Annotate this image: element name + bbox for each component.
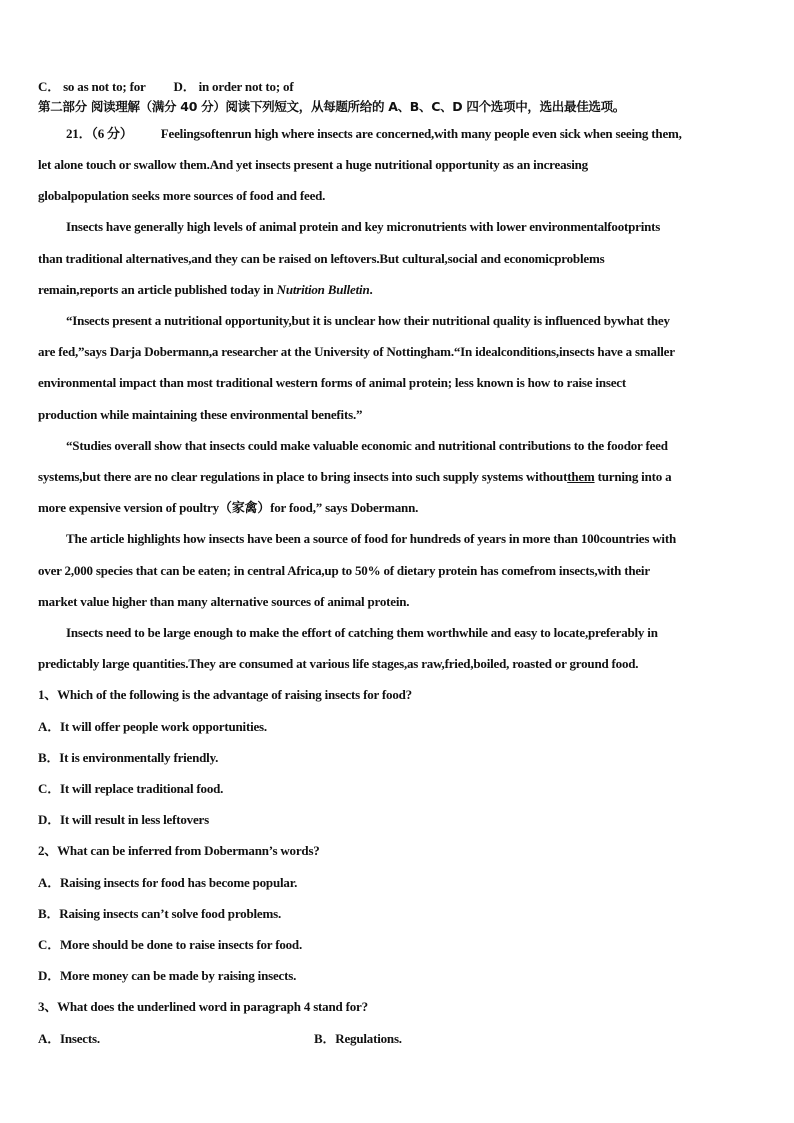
answer-option[interactable]: A．It will offer people work opportunities. xyxy=(38,719,267,734)
option-d-text: in order not to; of xyxy=(198,79,294,94)
answer-option[interactable]: A．Insects. xyxy=(38,1031,100,1046)
passage-line: “Studies overall show that insects could make valuable economic and nutritional contributions to the foodor feed xyxy=(66,438,668,453)
passage-line: “Insects present a nutritional opportunity,but it is unclear how their nutritional quality is influenced bywhat they xyxy=(66,313,670,328)
passage-line: The article highlights how insects have been a source of food for hundreds of years in more than 100countries with xyxy=(66,531,676,546)
passage-text: remain,reports an article published today in xyxy=(38,282,277,297)
question-stem: 3、What does the underlined word in paragraph 4 stand for? xyxy=(38,999,368,1014)
section-header: 第二部分 阅读理解（满分 40 分）阅读下列短文，从每题所给的 A、B、C、D 四个选项中，选出最佳选项。 xyxy=(38,99,626,114)
passage-text: Feelingsoftenrun high where insects are concerned,with many people even sick when seeing them, xyxy=(160,126,682,141)
passage-line xyxy=(38,469,671,485)
passage-text: systems,but there are no clear regulations in place to bring insects into such supply systems without xyxy=(38,469,568,484)
answer-option[interactable]: D．More money can be made by raising insects. xyxy=(38,968,297,983)
previous-question-options xyxy=(38,79,293,95)
passage-line: than traditional alternatives,and they can be raised on leftovers.But cultural,social and economicproblems xyxy=(38,251,605,266)
answer-option[interactable]: D．It will result in less leftovers xyxy=(38,812,209,827)
passage-line: Insects have generally high levels of animal protein and key micronutrients with lower environmentalfootprints xyxy=(66,219,661,234)
passage-line: predictably large quantities.They are consumed at various life stages,as raw,fried,boiled, roasted or ground food. xyxy=(38,656,639,671)
passage-line: over 2,000 species that can be eaten; in central Africa,up to 50% of dietary protein has comefrom insects,with their xyxy=(38,563,650,578)
answer-option[interactable]: B．It is environmentally friendly. xyxy=(38,750,219,765)
option-d-label: D． xyxy=(173,79,196,94)
answer-option[interactable]: B．Raising insects can’t solve food problems. xyxy=(38,906,282,921)
passage-line: more expensive version of poultry（家禽）for food,” says Dobermann. xyxy=(38,500,419,515)
passage-text: . xyxy=(369,282,373,297)
answer-option[interactable]: B．Regulations. xyxy=(314,1031,402,1046)
passage-line xyxy=(66,126,682,142)
passage-line: production while maintaining these environmental benefits.” xyxy=(38,407,363,422)
passage-line xyxy=(38,282,373,298)
answer-option[interactable]: C．More should be done to raise insects for food. xyxy=(38,937,302,952)
passage-line: are fed,”says Darja Dobermann,a researcher at the University of Nottingham.“In idealconditions,insects have a smaller xyxy=(38,344,675,359)
answer-option[interactable]: A．Raising insects for food has become popular. xyxy=(38,875,298,890)
passage-text: turning into a xyxy=(594,469,672,484)
question-stem: 1、Which of the following is the advantage of raising insects for food? xyxy=(38,687,412,702)
answer-option[interactable]: C．It will replace traditional food. xyxy=(38,781,224,796)
question-stem: 2、What can be inferred from Dobermann’s words? xyxy=(38,843,320,858)
passage-line: market value higher than many alternative sources of animal protein. xyxy=(38,594,410,609)
option-c-label: C． xyxy=(38,79,60,94)
journal-title: Nutrition Bulletin xyxy=(276,282,370,297)
passage-line: globalpopulation seeks more sources of food and feed. xyxy=(38,188,326,203)
passage-line: environmental impact than most traditional western forms of animal protein; less known is how to raise insect xyxy=(38,375,626,390)
passage-line: Insects need to be large enough to make the effort of catching them worthwhile and easy to locate,preferably in xyxy=(66,625,658,640)
question-number: 21．（6 分） xyxy=(66,126,133,141)
underlined-word: them xyxy=(567,469,595,484)
option-c-text: so as not to; for xyxy=(63,79,146,94)
passage-line: let alone touch or swallow them.And yet insects present a huge nutritional opportunity as an increasing xyxy=(38,157,588,172)
